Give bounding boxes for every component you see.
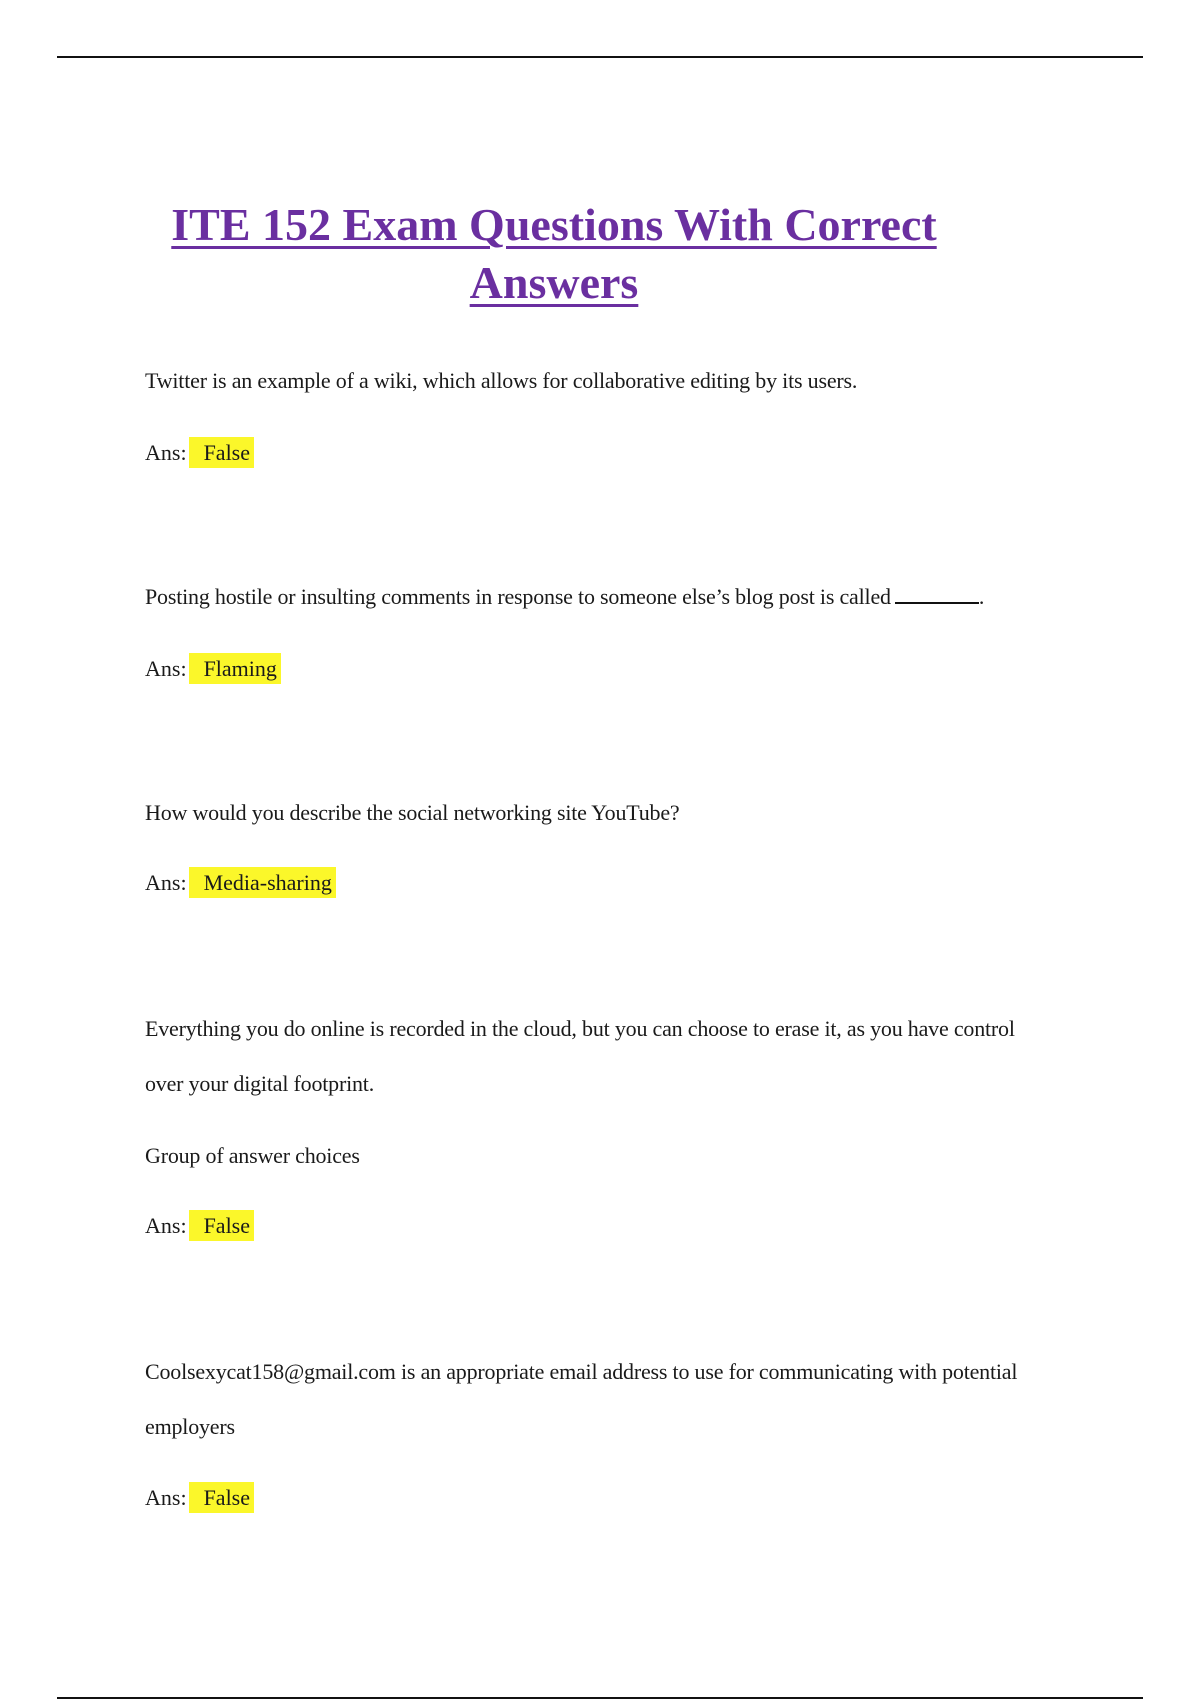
document-title: ITE 152 Exam Questions With Correct Answers: [171, 199, 937, 308]
answer-highlight: False: [189, 437, 254, 468]
question-text: Twitter is an example of a wiki, which allows for collaborative editing by its users.: [145, 368, 858, 393]
question-text: [145, 569, 1075, 624]
question-text: Everything you do online is recorded in the cloud, but you can choose to erase it, as you have control over your digital footprint.: [145, 1016, 1015, 1096]
answer-highlight: Media-sharing: [189, 867, 336, 898]
answer-highlight: False: [189, 1482, 254, 1513]
header-rule: [57, 56, 1143, 58]
answer-highlight: Flaming: [189, 653, 281, 684]
answer-line: [145, 866, 336, 900]
question-text: How would you describe the social networking site YouTube?: [145, 800, 680, 825]
answer-prefix: Ans:: [145, 656, 187, 681]
footer-rule: [57, 1697, 1143, 1699]
fill-in-blank: [895, 582, 979, 604]
answer-highlight: False: [189, 1210, 254, 1241]
answer-prefix: Ans:: [145, 1485, 187, 1510]
answer-prefix: Ans:: [145, 870, 187, 895]
answer-line: [145, 1209, 254, 1243]
answer-line: [145, 436, 254, 470]
answer-prefix: Ans:: [145, 1213, 187, 1238]
answer-line: [145, 652, 281, 686]
answer-line: [145, 1481, 254, 1515]
question-text: Coolsexycat158@gmail.com is an appropriate email address to use for communicating with potential employers: [145, 1359, 1018, 1439]
answer-choices-label: Group of answer choices: [145, 1143, 360, 1168]
question-text-main: Posting hostile or insulting comments in response to someone else’s blog post is called: [145, 584, 891, 609]
answer-prefix: Ans:: [145, 440, 187, 465]
question-suffix: .: [978, 584, 985, 609]
